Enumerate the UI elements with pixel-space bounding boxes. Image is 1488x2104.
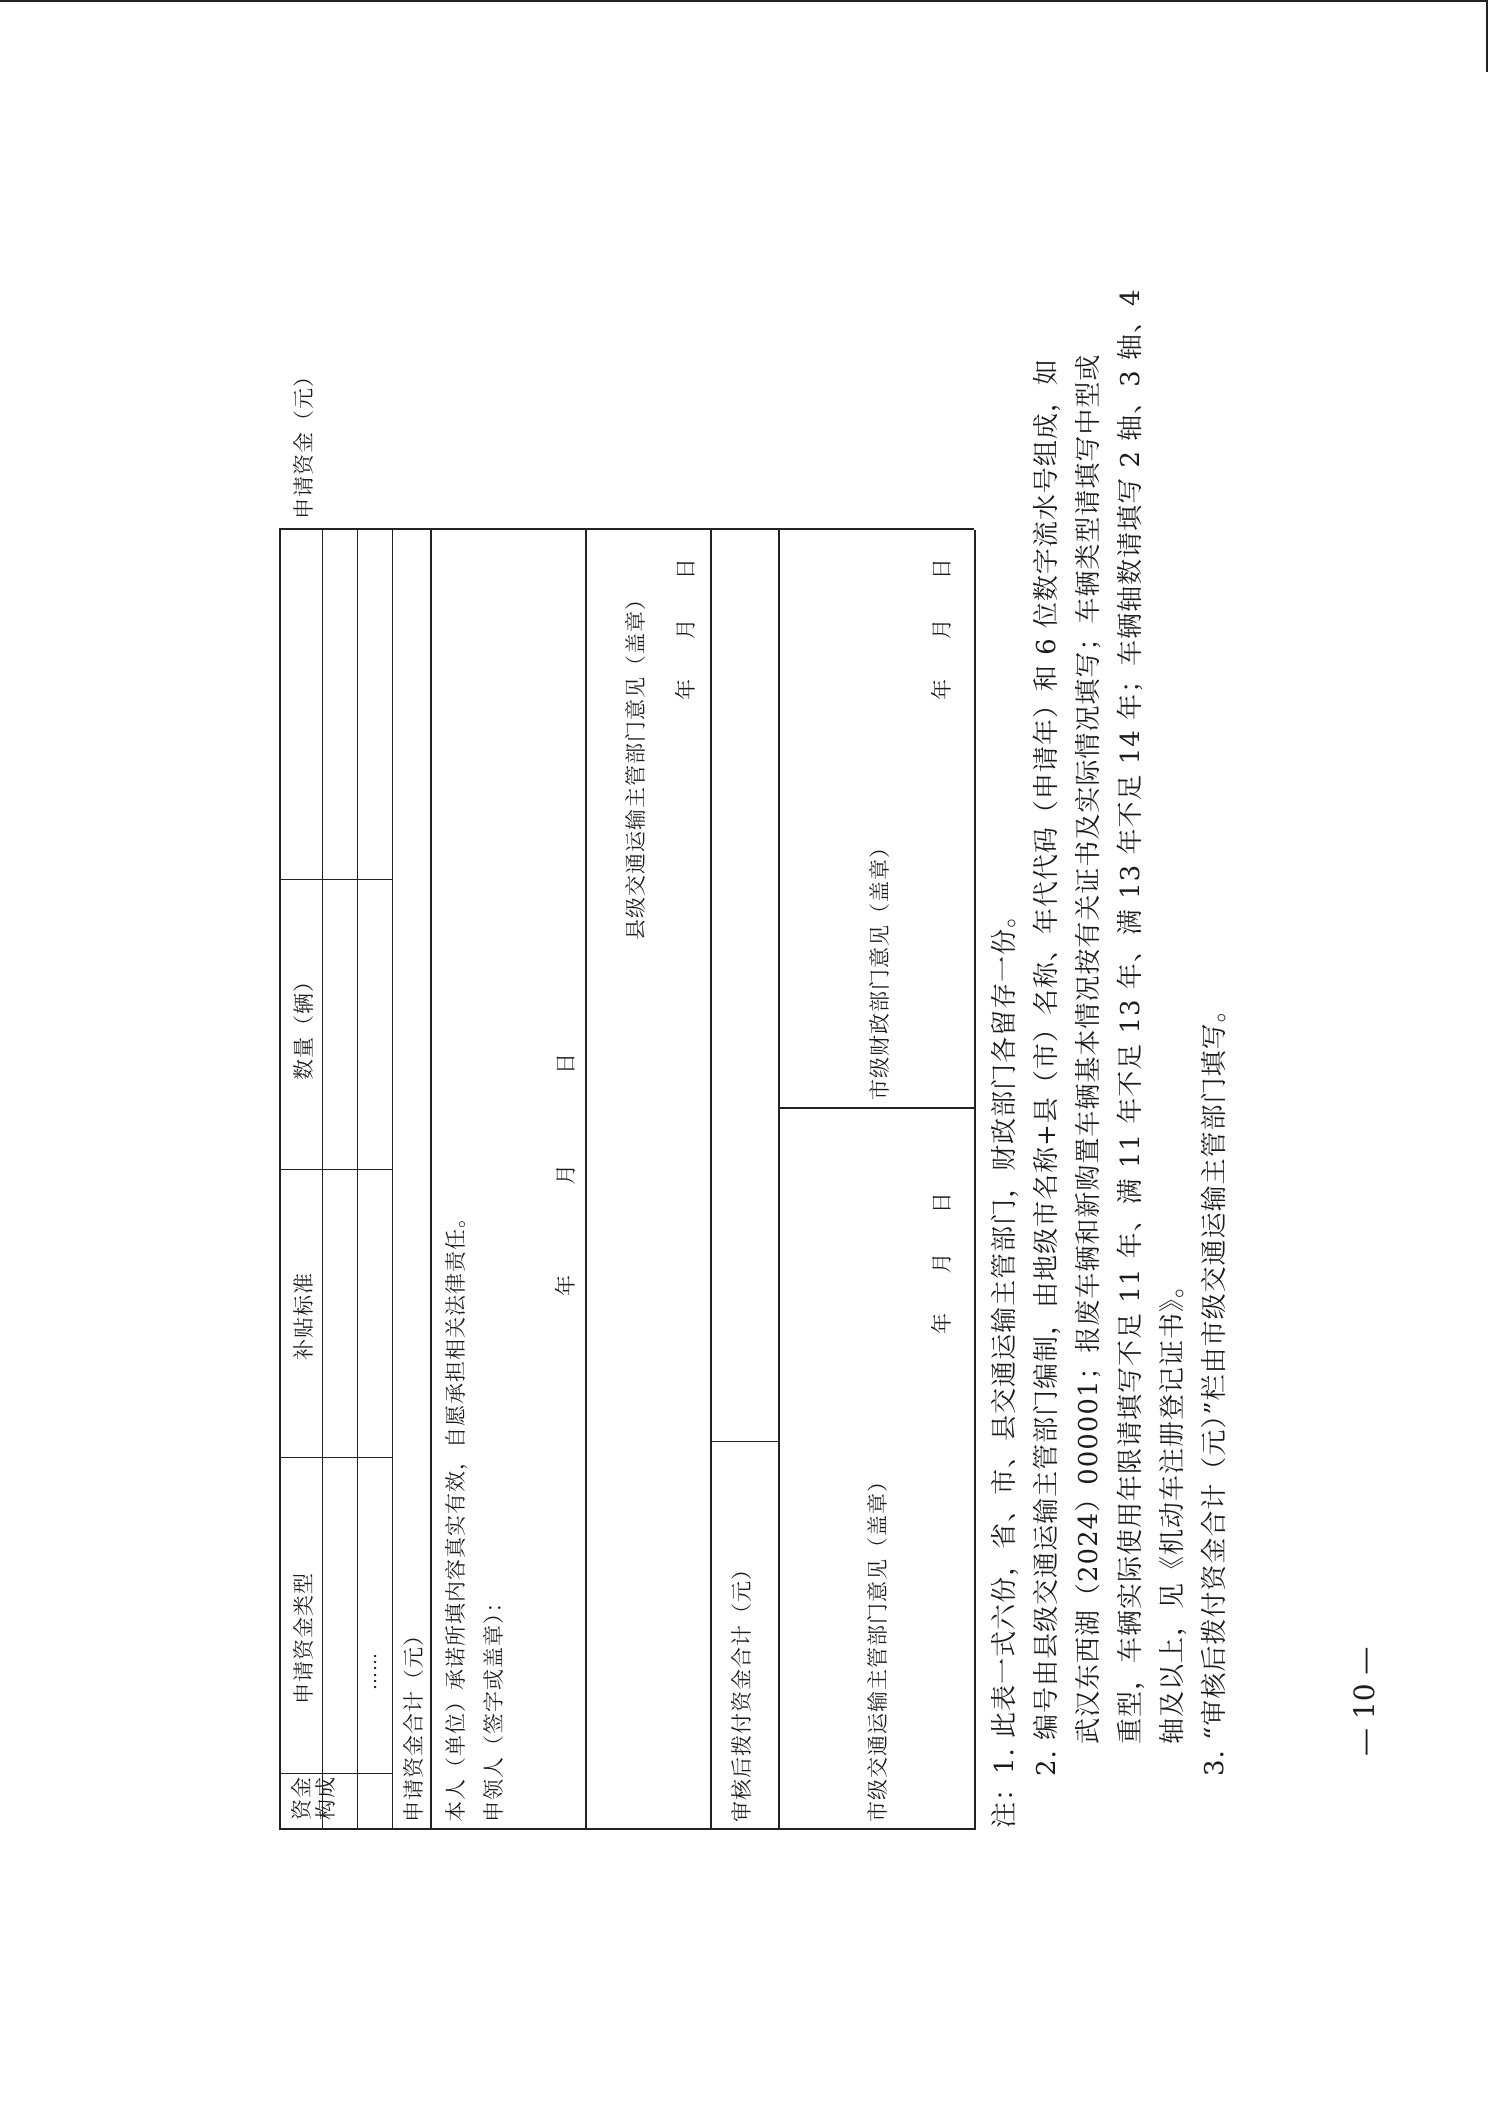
- city-finance-opinion-label: 市级财政部门意见（盖章）: [868, 836, 892, 1100]
- col-header-type: 申请资金类型: [292, 1572, 316, 1704]
- section-label: 资金 构成: [290, 1776, 338, 1820]
- pledge-text: 本人（单位）承诺所填内容真实有效，自愿承担相关法律责任。: [444, 1206, 468, 1822]
- notes-block: [984, 289, 1236, 1829]
- col-header-quantity: 数量（辆）: [292, 970, 316, 1080]
- applicant-label: 申领人（签字或盖章）：: [482, 1590, 506, 1822]
- col-header-amount: 申请资金（元）: [292, 365, 316, 519]
- note-2-line-2: 武汉东西湖（2024）000001；报废车辆和新购置车辆基本情况按有关证书及实际情况填写；车辆类型请填写中型或: [1074, 353, 1104, 1744]
- county-opinion-date: 年 月 日: [674, 557, 698, 700]
- page-number: — 10 —: [1348, 1646, 1381, 1756]
- note-2-line-3: 重型，车辆实际使用年限请填写不足 11 年、满 11 年不足 13 年、满 13 年不足 14 年；车辆轴数请填写 2 轴、3 轴、4: [1116, 288, 1146, 1744]
- more-rows-ellipsis: ……: [360, 1652, 381, 1690]
- city-transport-opinion-label: 市级交通运输主管部门意见（盖章）: [866, 1470, 890, 1822]
- city-finance-opinion-date: 年 月 日: [930, 557, 954, 700]
- county-opinion-label: 县级交通运输主管部门意见（盖章）: [624, 588, 648, 940]
- applicant-date: 年 月 日: [554, 1051, 578, 1296]
- notes-prefix: 注：: [990, 1773, 1020, 1828]
- note-2-line-4: 轴及以上，见《机动车注册登记证书》。: [1158, 1270, 1188, 1744]
- approved-total-label: 审核后拨付资金合计（元）: [730, 1558, 754, 1822]
- city-transport-opinion-date: 年 月 日: [930, 1191, 954, 1334]
- note-3: 3. “审核后拨付资金合计（元）”栏由市级交通运输主管部门填写。: [1200, 995, 1230, 1776]
- total-label: 申请资金合计（元）: [402, 1624, 426, 1822]
- note-2-line-1: 2. 编号由县级交通运输主管部门编制，由地级市名称+县（市）名称、年代代码（申请年）和 6 位数字流水号组成，如: [1032, 358, 1062, 1776]
- col-header-standard: 补贴标准: [292, 1272, 316, 1360]
- note-1: 1. 此表一式六份，省、市、县交通运输主管部门，财政部门各留存一份。: [990, 900, 1020, 1774]
